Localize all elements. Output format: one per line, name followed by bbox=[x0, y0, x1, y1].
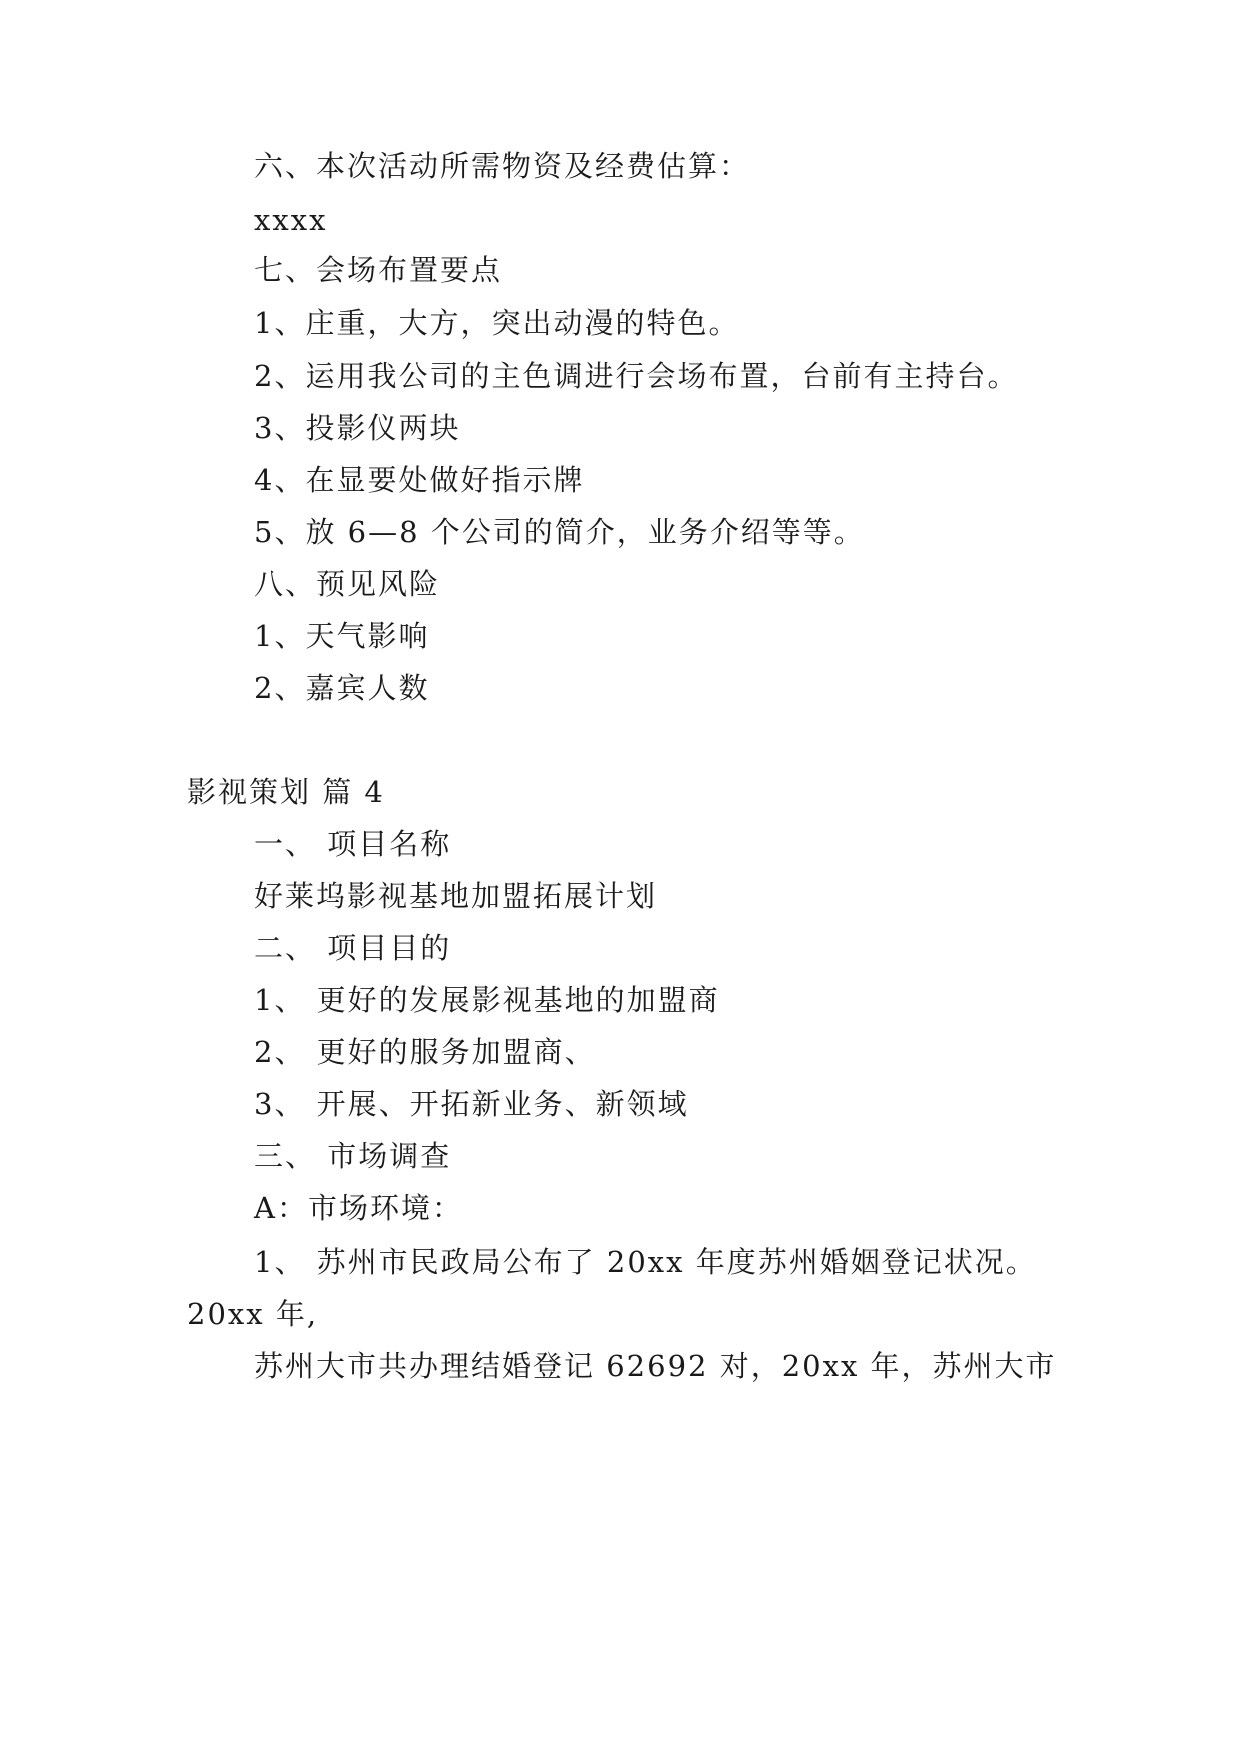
purpose-point: 2、 更好的服务加盟商、 bbox=[254, 1035, 596, 1069]
heading-risk: 八、预见风险 bbox=[254, 567, 441, 601]
paragraph-line: 苏州大市共办理结婚登记 62692 对，20xx 年，苏州大市 bbox=[254, 1349, 1057, 1383]
section-title: 影视策划 篇 4 bbox=[187, 775, 385, 809]
paragraph-line: 1、 苏州市民政局公布了 20xx 年度苏州婚姻登记状况。 bbox=[254, 1245, 1037, 1279]
heading-research: 三、 市场调查 bbox=[254, 1139, 452, 1173]
risk-point: 2、嘉宾人数 bbox=[254, 671, 430, 705]
venue-point: 3、投影仪两块 bbox=[254, 411, 461, 445]
project-name: 好莱坞影视基地加盟拓展计划 bbox=[254, 879, 658, 913]
venue-point: 5、放 6—8 个公司的简介，业务介绍等等。 bbox=[254, 515, 865, 549]
supplies-value: xxxx bbox=[254, 203, 328, 237]
subheading-market-env: A：市场环境： bbox=[254, 1191, 463, 1225]
paragraph-line: 20xx 年, bbox=[187, 1297, 319, 1331]
heading-purpose: 二、 项目目的 bbox=[254, 931, 452, 965]
venue-point: 2、运用我公司的主色调进行会场布置，台前有主持台。 bbox=[254, 359, 1019, 393]
risk-point: 1、天气影响 bbox=[254, 619, 430, 653]
venue-point: 1、庄重，大方，突出动漫的特色。 bbox=[254, 306, 740, 340]
heading-venue: 七、会场布置要点 bbox=[254, 253, 503, 287]
purpose-point: 3、 开展、开拓新业务、新领域 bbox=[254, 1087, 689, 1121]
purpose-point: 1、 更好的发展影视基地的加盟商 bbox=[254, 983, 720, 1017]
heading-project-name: 一、 项目名称 bbox=[254, 827, 452, 861]
venue-point: 4、在显要处做好指示牌 bbox=[254, 463, 585, 497]
heading-supplies: 六、本次活动所需物资及经费估算： bbox=[254, 149, 751, 183]
